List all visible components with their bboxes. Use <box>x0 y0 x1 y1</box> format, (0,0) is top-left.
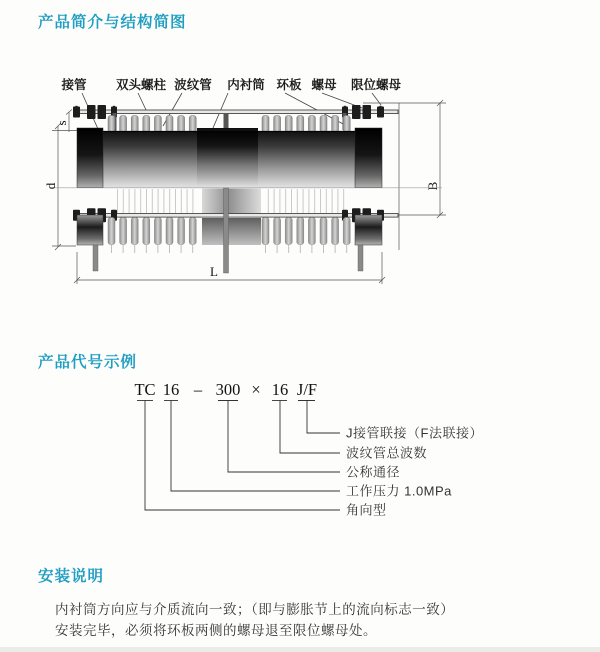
callout-type: 角向型 <box>346 502 387 518</box>
pipe-collar-bottom-right <box>355 215 382 245</box>
dim-label-B: B <box>425 181 440 191</box>
tie-rod-bottom <box>75 214 398 218</box>
part-labels <box>60 77 401 92</box>
callout-connection: J接管联接（F法联接） <box>346 425 483 441</box>
dim-label-d: d <box>43 182 58 190</box>
hatch-right <box>265 189 349 213</box>
label-ring-plate: 环板 <box>276 78 302 92</box>
installation-notes <box>55 599 454 641</box>
callout-diameter: 公称通径 <box>346 464 401 480</box>
code-seg-dash: – <box>193 380 203 399</box>
label-nut: 螺母 <box>311 78 337 92</box>
page-bottom-edge <box>0 647 600 652</box>
label-connecting-pipe: 接管 <box>61 78 87 92</box>
code-seg-pressure: 16 <box>162 380 180 399</box>
code-callout-lines <box>137 401 340 511</box>
code-seg-diameter: 300 <box>215 380 241 399</box>
callout-waves: 波纹管总波数 <box>346 445 428 461</box>
expansion-joint-diagram <box>30 62 460 306</box>
fin-tails <box>112 245 347 253</box>
inner-sleeve-band-mid <box>202 189 261 214</box>
inner-sleeve-band-top <box>197 128 258 188</box>
code-seg-times: × <box>251 380 261 399</box>
label-limit-nut: 限位螺母 <box>350 78 402 92</box>
label-stud-bolt: 双头螺柱 <box>115 78 167 92</box>
dim-label-s: s <box>54 120 69 126</box>
joint-body-bottom <box>77 215 382 253</box>
section-title-code: 产品代号示例 <box>38 354 138 371</box>
product-code-diagram <box>0 372 600 527</box>
dim-label-L: L <box>210 264 218 279</box>
inner-sleeve-band-bottom <box>202 218 261 245</box>
pipe-collar-left <box>77 128 103 188</box>
callout-pressure: 工作压力 1.0MPa <box>346 483 452 499</box>
code-segments <box>134 380 317 399</box>
hatch-left <box>115 189 197 213</box>
label-inner-sleeve: 内衬筒 <box>227 78 265 92</box>
code-callouts <box>346 426 483 518</box>
install-line-2: 安装完毕，必须将环板两侧的螺母退至限位螺母处。 <box>55 623 377 638</box>
code-seg-waves: 16 <box>271 380 289 399</box>
code-seg-connection: J/F <box>296 380 318 399</box>
section-title-install: 安装说明 <box>38 568 105 585</box>
label-bellows: 波纹管 <box>174 78 212 92</box>
code-seg-type: TC <box>134 380 156 399</box>
pipe-collar-bottom-left <box>77 215 103 245</box>
install-line-1: 内衬筒方向应与介质流向一致；（即与膨胀节上的流向标志一致） <box>55 602 455 617</box>
section-title-intro: 产品简介与结构简图 <box>38 14 187 31</box>
joint-body-top <box>77 128 382 188</box>
tie-rod-top <box>75 110 398 114</box>
pipe-collar-right <box>355 128 382 188</box>
